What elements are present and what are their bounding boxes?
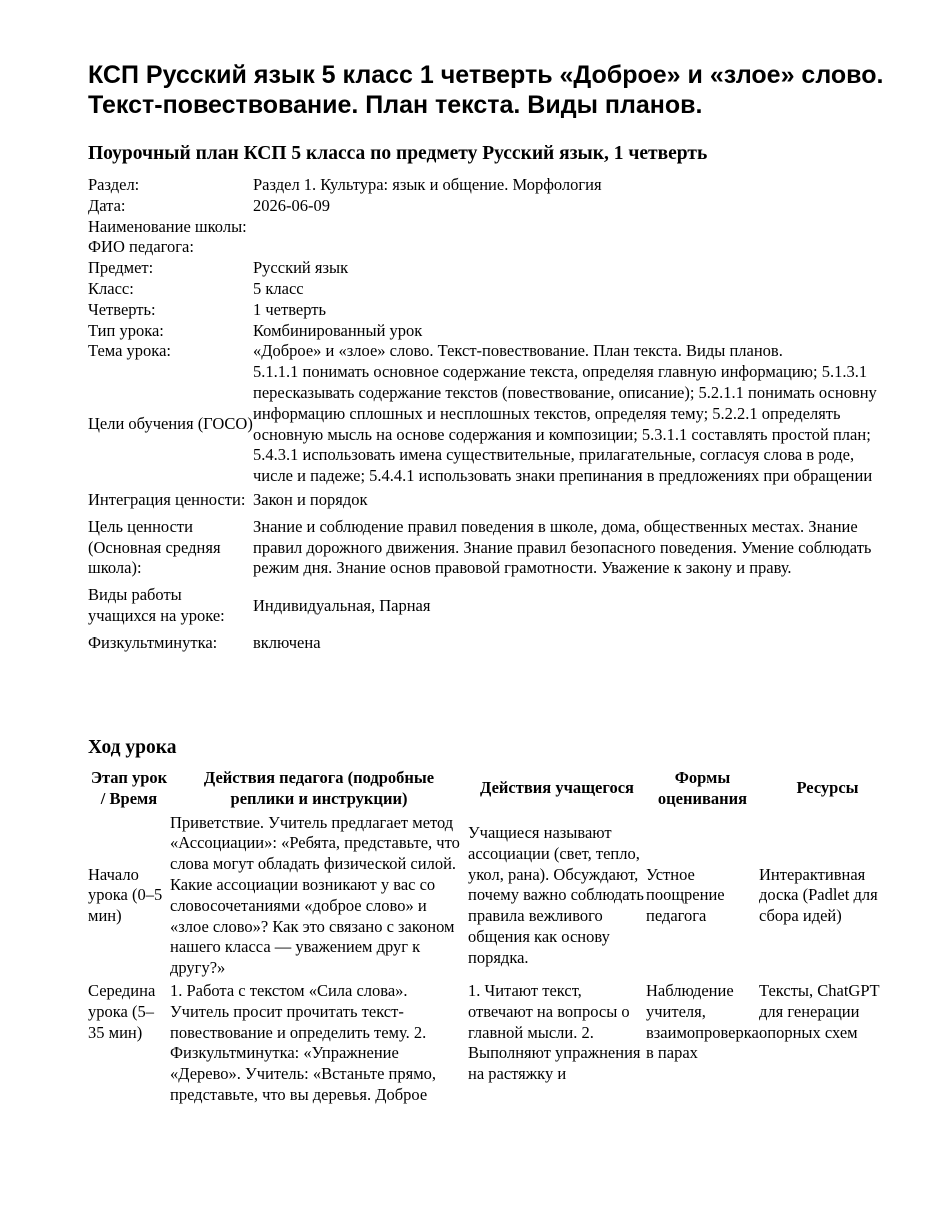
info-value: 5 класс [253,278,304,298]
student-cell: 1. Читают текст, отвечают на вопросы о главной мысли. 2. Выполняют упражнения на растяжку и [468,980,641,1084]
lesson-info-table [88,175,896,657]
teacher-cell: Приветствие. Учитель предлагает метод «Ассоциации»: «Ребята, представьте, что слова могут обладать физической силой. Какие ассоциации возникают у вас со словосочетаниями «доброе слово» и «злое слово»? Как это связано с законом нашего класса — уважением друг к другу?» [170,812,460,978]
info-value: включена [253,632,321,652]
info-key: Раздел: [88,175,140,194]
info-key: Физкультминутка: [88,632,218,652]
course-heading: Ход урока [88,737,177,758]
info-row [88,196,896,217]
info-row [88,341,896,362]
info-key: ФИО педагога: [88,237,194,257]
info-value: 2026-06-09 [253,195,330,215]
info-key: Наименование школы: [88,216,247,236]
info-key: Интеграция ценности: [88,489,246,509]
info-key: Цели обучения (ГОСО) [88,414,253,434]
stage-cell: Начало урока (0–5 мин) [88,864,163,926]
info-row [88,258,896,279]
header-assessment: Формы оценивания [657,768,748,808]
info-value: «Доброе» и «злое» слово. Текст-повествование. План текста. Виды планов. [253,341,783,361]
info-row [88,321,896,342]
info-key: Тип урока: [88,320,164,340]
info-key: Класс: [88,278,134,298]
resources-cell: Интерактивная доска (Padlet для сбора идей) [759,864,878,926]
info-value: Русский язык [253,258,349,278]
info-row [88,279,896,300]
plan-heading: Поурочный план КСП 5 класса по предмету Русский язык, 1 четверть [88,143,708,164]
info-row [88,300,896,321]
info-value: 1 четверть [253,299,326,319]
info-value [253,237,896,258]
info-row [88,217,896,238]
info-key: Виды работы учащихся на уроке: [88,585,225,625]
info-value [253,217,896,238]
info-key: Дата: [88,195,126,215]
info-row [88,514,896,582]
info-key: Цель ценности (Основная средняя школа): [88,516,221,578]
info-row [88,582,896,630]
assessment-cell: Устное поощрение педагога [646,864,725,926]
info-key: Тема урока: [88,341,171,361]
info-key: Предмет: [88,258,154,278]
info-value: 5.1.1.1 понимать основное содержание текста, определяя главную информацию; 5.1.3.1 пересказывать содержание текстов (повествование, описание); 5.2.1.1 понимать основну информацию сплошных и несплошных текстов, определяя тему; 5.2.2.1 определять основную мысль на основе содержания и композиции; 5.3.1.1 составлять простой план; 5.4.3.1 использовать имена существительные, прилагательные, согласуя слова в роде, числе и падеже; 5.4.4.1 использовать знаки препинания в предложениях при обращении [253,362,877,486]
info-value: Закон и порядок [253,489,368,509]
info-value: Комбинированный урок [253,320,423,340]
assessment-cell: Наблюдение учителя, взаимопроверка в парах [646,980,759,1063]
header-teacher: Действия педагога (подробные реплики и инструкции) [203,768,435,808]
header-resources: Ресурсы [796,778,859,798]
info-value: Раздел 1. Культура: язык и общение. Морфология [253,175,602,194]
stage-cell: Середина урока (5–35 мин) [88,980,156,1042]
page-title: КСП Русский язык 5 класс 1 четверть «Доброе» и «злое» слово. Текст-повествование. План текста. Виды планов. [88,61,884,119]
table-row [88,980,896,1107]
info-row [88,175,896,196]
info-row [88,237,896,258]
resources-cell: Тексты, ChatGPT для генерации опорных схем [759,980,880,1042]
table-row [88,812,896,980]
header-stage: Этап урок / Время [90,768,168,808]
lesson-header-row [88,766,896,812]
info-value: Знание и соблюдение правил поведения в школе, дома, общественных местах. Знание правил дорожного движения. Знание правил безопасного поведения. Умение соблюдать режим дня. Знание основ правовой грамотности. Уважение к закону и праву. [253,516,872,578]
info-row [88,362,896,487]
student-cell: Учащиеся называют ассоциации (свет, тепло, укол, рана). Обсуждают, почему важно соблюдать правила вежливого общения как основу порядка. [468,822,644,967]
teacher-cell: 1. Работа с текстом «Сила слова». Учитель просит прочитать текст-повествование и определить тему. 2. Физкультминутка: «Упражнение «Дерево». Учитель: «Встаньте прямо, представьте, что вы деревья. Доброе [170,980,437,1104]
lesson-course-table [88,766,896,1107]
info-key: Четверть: [88,299,156,319]
info-row [88,630,896,657]
info-value: Индивидуальная, Парная [253,595,431,615]
info-row [88,487,896,514]
header-student: Действия учащегося [480,778,634,798]
